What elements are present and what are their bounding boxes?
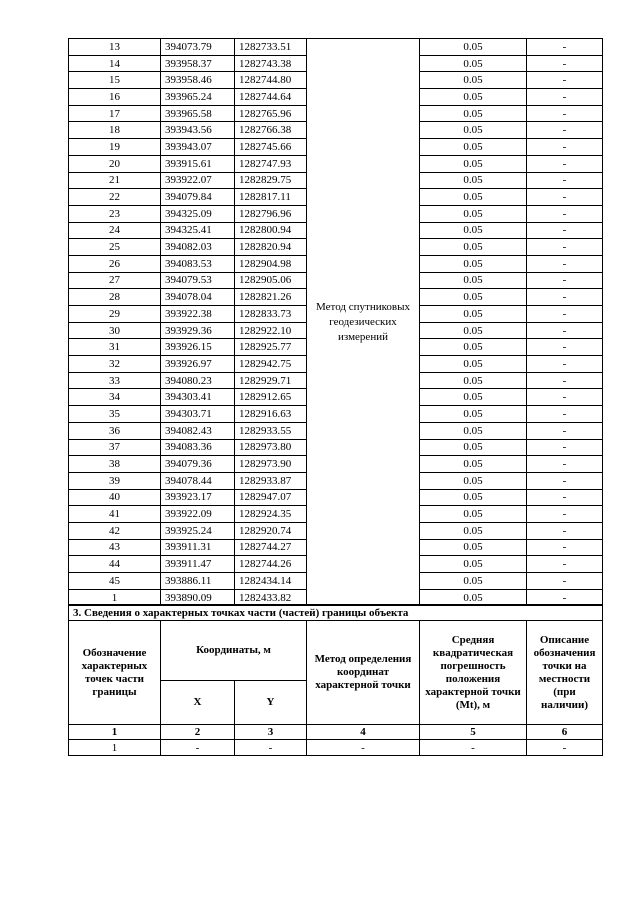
cell-y: 1282765.96 xyxy=(235,105,307,122)
cell-description: - xyxy=(527,189,603,206)
cell-y: 1282924.35 xyxy=(235,506,307,523)
cell-error: 0.05 xyxy=(420,139,527,156)
cell-x: 393911.47 xyxy=(161,556,235,573)
cell-description: - xyxy=(527,255,603,272)
cell-error: 0.05 xyxy=(420,589,527,606)
cell-x: 393965.24 xyxy=(161,89,235,106)
cell-point: 21 xyxy=(69,172,161,189)
cell-y: 1282973.90 xyxy=(235,456,307,473)
cell-error: 0.05 xyxy=(420,306,527,323)
cell-error: 0.05 xyxy=(420,339,527,356)
cell-error: 0.05 xyxy=(420,322,527,339)
cell-y: 1282744.64 xyxy=(235,89,307,106)
cell-error: 0.05 xyxy=(420,506,527,523)
cell-y: 1282433.82 xyxy=(235,589,307,606)
cell-error: 0.05 xyxy=(420,556,527,573)
cell-y: 1282973.80 xyxy=(235,439,307,456)
cell-description: - xyxy=(527,139,603,156)
cell-description: - xyxy=(527,356,603,373)
header-coordinates: Координаты, м xyxy=(161,621,307,681)
cell-x: 394303.71 xyxy=(161,406,235,423)
cell-point: 35 xyxy=(69,406,161,423)
table-row xyxy=(69,740,603,756)
cell-description: - xyxy=(527,222,603,239)
cell-description: - xyxy=(527,89,603,106)
cell-method: Метод спутниковых геодезических измерений xyxy=(307,39,420,606)
header-y: Y xyxy=(235,681,307,725)
cell-y: 1282817.11 xyxy=(235,189,307,206)
cell-point: 45 xyxy=(69,573,161,590)
cell-y: 1282745.66 xyxy=(235,139,307,156)
cell-description: - xyxy=(527,489,603,506)
cell-x: 393943.07 xyxy=(161,139,235,156)
cell-y: 1282933.55 xyxy=(235,422,307,439)
column-number: 3 xyxy=(235,725,307,740)
cell-x: 393922.38 xyxy=(161,306,235,323)
cell-error: 0.05 xyxy=(420,472,527,489)
cell-description: - xyxy=(527,172,603,189)
cell-y: 1282743.38 xyxy=(235,55,307,72)
cell-description: - xyxy=(527,306,603,323)
cell-description: - xyxy=(527,339,603,356)
cell-error: 0.05 xyxy=(420,222,527,239)
cell-x: 393926.97 xyxy=(161,356,235,373)
cell-description: - xyxy=(527,456,603,473)
column-number: 2 xyxy=(161,725,235,740)
cell-point: 27 xyxy=(69,272,161,289)
cell-error: 0.05 xyxy=(420,255,527,272)
cell-error: 0.05 xyxy=(420,289,527,306)
cell-error: 0.05 xyxy=(420,105,527,122)
cell-point: 18 xyxy=(69,122,161,139)
cell-x: - xyxy=(161,740,235,756)
table-row xyxy=(69,39,603,56)
cell-description: - xyxy=(527,556,603,573)
cell-x: 394082.43 xyxy=(161,422,235,439)
cell-description: - xyxy=(527,39,603,56)
cell-y: 1282933.87 xyxy=(235,472,307,489)
cell-description: - xyxy=(527,322,603,339)
cell-x: 393911.31 xyxy=(161,539,235,556)
cell-point: 40 xyxy=(69,489,161,506)
cell-error: 0.05 xyxy=(420,55,527,72)
cell-error: 0.05 xyxy=(420,522,527,539)
cell-description: - xyxy=(527,389,603,406)
cell-x: 394080.23 xyxy=(161,372,235,389)
cell-description: - xyxy=(527,522,603,539)
cell-y: 1282905.06 xyxy=(235,272,307,289)
cell-x: 393923.17 xyxy=(161,489,235,506)
cell-point: 25 xyxy=(69,239,161,256)
cell-y: 1282744.80 xyxy=(235,72,307,89)
cell-point: 28 xyxy=(69,289,161,306)
cell-description: - xyxy=(527,289,603,306)
cell-description: - xyxy=(527,55,603,72)
cell-x: 394303.41 xyxy=(161,389,235,406)
cell-y: 1282744.26 xyxy=(235,556,307,573)
cell-error: 0.05 xyxy=(420,39,527,56)
cell-y: 1282821.26 xyxy=(235,289,307,306)
cell-y: 1282942.75 xyxy=(235,356,307,373)
cell-x: 393922.07 xyxy=(161,172,235,189)
cell-x: 393925.24 xyxy=(161,522,235,539)
cell-x: 394082.03 xyxy=(161,239,235,256)
cell-description: - xyxy=(527,105,603,122)
column-number: 6 xyxy=(527,725,603,740)
cell-x: 393886.11 xyxy=(161,573,235,590)
cell-point: 17 xyxy=(69,105,161,122)
cell-y: 1282747.93 xyxy=(235,155,307,172)
cell-error: 0.05 xyxy=(420,422,527,439)
cell-y: 1282922.10 xyxy=(235,322,307,339)
cell-point: 13 xyxy=(69,39,161,56)
cell-point: 1 xyxy=(69,740,161,756)
cell-description: - xyxy=(527,472,603,489)
header-x: X xyxy=(161,681,235,725)
cell-x: 394079.36 xyxy=(161,456,235,473)
cell-x: 393958.37 xyxy=(161,55,235,72)
cell-x: 393890.09 xyxy=(161,589,235,606)
cell-x: 393943.56 xyxy=(161,122,235,139)
cell-description: - xyxy=(527,506,603,523)
coordinates-table xyxy=(68,38,603,606)
cell-point: 23 xyxy=(69,205,161,222)
cell-error: 0.05 xyxy=(420,205,527,222)
cell-y: 1282929.71 xyxy=(235,372,307,389)
cell-point: 43 xyxy=(69,539,161,556)
cell-error: 0.05 xyxy=(420,189,527,206)
cell-error: 0.05 xyxy=(420,372,527,389)
cell-error: 0.05 xyxy=(420,172,527,189)
cell-point: 37 xyxy=(69,439,161,456)
header-method: Метод определения координат характерной точки xyxy=(307,621,420,725)
cell-point: 20 xyxy=(69,155,161,172)
cell-point: 42 xyxy=(69,522,161,539)
cell-description: - xyxy=(527,422,603,439)
cell-description: - xyxy=(527,155,603,172)
cell-error: 0.05 xyxy=(420,239,527,256)
cell-error: 0.05 xyxy=(420,439,527,456)
cell-error: 0.05 xyxy=(420,89,527,106)
cell-point: 31 xyxy=(69,339,161,356)
cell-y: 1282920.74 xyxy=(235,522,307,539)
header-description: Описание обозначения точки на местности (при наличии) xyxy=(527,621,603,725)
cell-x: 393926.15 xyxy=(161,339,235,356)
cell-description: - xyxy=(527,72,603,89)
cell-error: - xyxy=(420,740,527,756)
cell-point: 30 xyxy=(69,322,161,339)
header-mean-error: Средняя квадратическая погрешность положения характерной точки (Mt), м xyxy=(420,621,527,725)
cell-point: 41 xyxy=(69,506,161,523)
header-point-designation: Обозначение характерных точек части границы xyxy=(69,621,161,725)
cell-x: 394325.09 xyxy=(161,205,235,222)
cell-y: - xyxy=(235,740,307,756)
cell-error: 0.05 xyxy=(420,456,527,473)
section3-table xyxy=(68,604,603,756)
cell-y: 1282833.73 xyxy=(235,306,307,323)
cell-point: 14 xyxy=(69,55,161,72)
cell-error: 0.05 xyxy=(420,122,527,139)
cell-description: - xyxy=(527,439,603,456)
cell-x: 394078.04 xyxy=(161,289,235,306)
cell-description: - xyxy=(527,589,603,606)
cell-x: 393915.61 xyxy=(161,155,235,172)
cell-x: 394078.44 xyxy=(161,472,235,489)
cell-description: - xyxy=(527,539,603,556)
cell-error: 0.05 xyxy=(420,539,527,556)
column-number: 4 xyxy=(307,725,420,740)
cell-description: - xyxy=(527,239,603,256)
cell-description: - xyxy=(527,372,603,389)
cell-point: 1 xyxy=(69,589,161,606)
coordinates-table-body xyxy=(69,39,603,606)
column-number: 5 xyxy=(420,725,527,740)
section3-title: 3. Сведения о характерных точках части (частей) границы объекта xyxy=(69,605,603,621)
cell-x: 394079.53 xyxy=(161,272,235,289)
cell-point: 39 xyxy=(69,472,161,489)
cell-x: 393958.46 xyxy=(161,72,235,89)
cell-point: 38 xyxy=(69,456,161,473)
cell-description: - xyxy=(527,406,603,423)
cell-y: 1282947.07 xyxy=(235,489,307,506)
cell-y: 1282800.94 xyxy=(235,222,307,239)
cell-error: 0.05 xyxy=(420,389,527,406)
cell-y: 1282820.94 xyxy=(235,239,307,256)
cell-point: 26 xyxy=(69,255,161,272)
cell-error: 0.05 xyxy=(420,155,527,172)
cell-y: 1282904.98 xyxy=(235,255,307,272)
cell-point: 15 xyxy=(69,72,161,89)
cell-y: 1282766.38 xyxy=(235,122,307,139)
cell-x: 394079.84 xyxy=(161,189,235,206)
cell-point: 29 xyxy=(69,306,161,323)
cell-y: 1282916.63 xyxy=(235,406,307,423)
cell-method: - xyxy=(307,740,420,756)
cell-x: 393922.09 xyxy=(161,506,235,523)
cell-y: 1282744.27 xyxy=(235,539,307,556)
cell-x: 393965.58 xyxy=(161,105,235,122)
cell-description: - xyxy=(527,272,603,289)
cell-y: 1282796.96 xyxy=(235,205,307,222)
cell-point: 32 xyxy=(69,356,161,373)
cell-y: 1282829.75 xyxy=(235,172,307,189)
cell-x: 394083.36 xyxy=(161,439,235,456)
cell-point: 16 xyxy=(69,89,161,106)
cell-point: 33 xyxy=(69,372,161,389)
cell-point: 19 xyxy=(69,139,161,156)
cell-description: - xyxy=(527,122,603,139)
cell-x: 394073.79 xyxy=(161,39,235,56)
cell-point: 34 xyxy=(69,389,161,406)
cell-y: 1282912.65 xyxy=(235,389,307,406)
column-number: 1 xyxy=(69,725,161,740)
cell-error: 0.05 xyxy=(420,489,527,506)
cell-x: 393929.36 xyxy=(161,322,235,339)
cell-y: 1282733.51 xyxy=(235,39,307,56)
cell-description: - xyxy=(527,205,603,222)
cell-error: 0.05 xyxy=(420,72,527,89)
cell-x: 394083.53 xyxy=(161,255,235,272)
cell-point: 44 xyxy=(69,556,161,573)
cell-description: - xyxy=(527,573,603,590)
cell-point: 22 xyxy=(69,189,161,206)
cell-point: 24 xyxy=(69,222,161,239)
cell-y: 1282434.14 xyxy=(235,573,307,590)
cell-y: 1282925.77 xyxy=(235,339,307,356)
cell-error: 0.05 xyxy=(420,406,527,423)
cell-point: 36 xyxy=(69,422,161,439)
cell-error: 0.05 xyxy=(420,356,527,373)
cell-x: 394325.41 xyxy=(161,222,235,239)
cell-description: - xyxy=(527,740,603,756)
cell-error: 0.05 xyxy=(420,573,527,590)
cell-error: 0.05 xyxy=(420,272,527,289)
